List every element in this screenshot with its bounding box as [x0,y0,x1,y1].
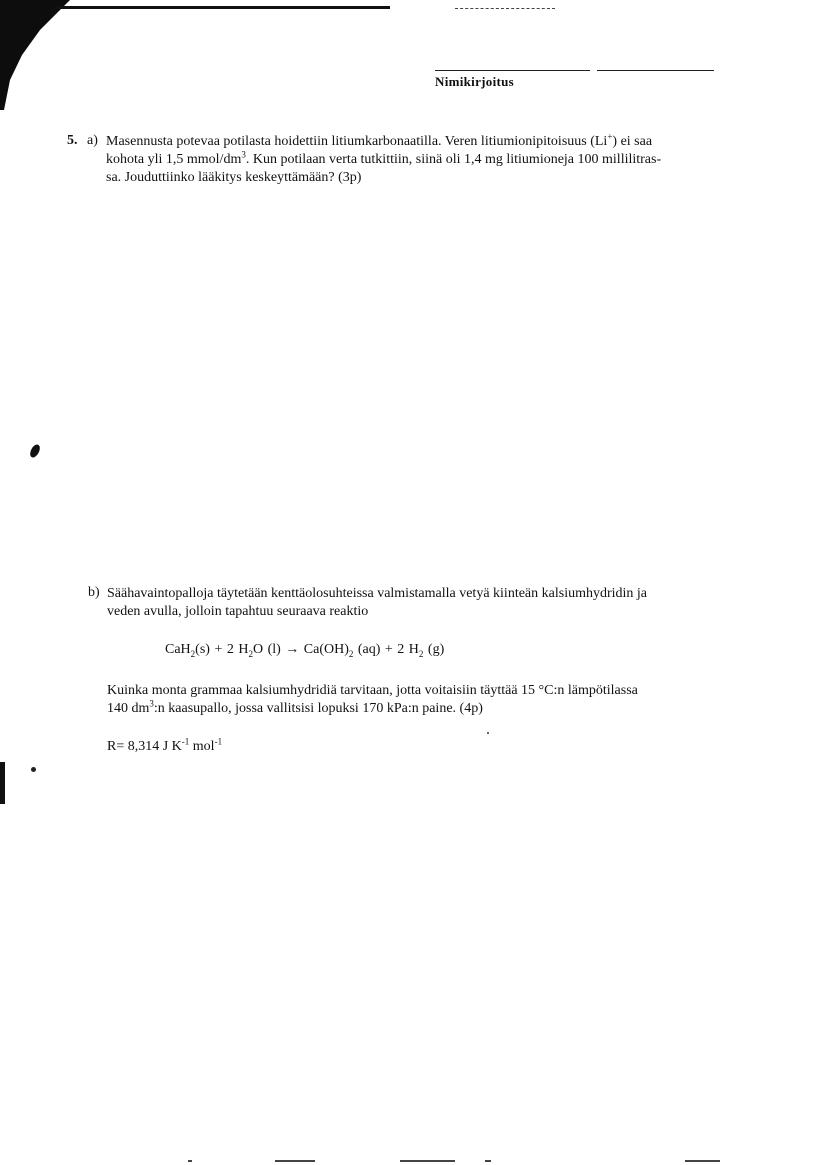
gas-constant: R= 8,314 J $K^{-1}$ mol$^{-1}$ [107,736,223,754]
signature-label: Nimikirjoitus [435,74,515,89]
part-b-intro [107,585,757,621]
part-b-line-1: Säähavaintopalloja täytetään kenttäolosuhteissa valmistamalla vetyä kiinteän kalsiumhydridin ja [107,586,648,601]
part-b-question [107,682,757,718]
question-number: 5. [67,133,78,148]
signature-line [435,70,590,72]
scan-speck [487,732,489,734]
part-b-label: b) [88,585,100,600]
scan-top-dash [455,8,555,10]
part-a-line-3: sa. Jouduttiinko lääkitys keskeyttämään? (3p) [106,170,362,185]
part-a-line-2: kohota yli 1,5 mmol/$dm^3$. Kun potilaan verta tutkittiin, siinä oli 1,4 mg litiumioneja 100 millilitras- [106,149,662,167]
part-a-line-1: Masennusta potevaa potilasta hoidettiin litiumkarbonaatilla. Veren litiumionipitoisuus (Li+) ei saa [106,131,653,149]
part-a-label: a) [87,133,98,148]
scan-bottom-marks [180,1160,740,1163]
reaction-equation: CaH$_2$(s) + 2 $H_2O$ $(l) \to Ca(OH)_2$ (aq) + 2 $H_2$ (g) [165,642,445,659]
scan-ink-blot [28,443,42,459]
part-b-question-line-1: Kuinka monta grammaa kalsiumhydridiä tarvitaan, jotta voitaisiin täyttää 15 °C:n lämpötilassa [107,683,638,698]
signature-line-extension [597,70,714,72]
scan-corner-shadow [0,0,70,110]
scan-top-edge-line [55,6,390,9]
part-b-line-2: veden avulla, jolloin tapahtuu seuraava reaktio [107,604,369,619]
scan-speck-left [31,767,36,772]
scan-edge-mark [0,762,5,804]
part-a-text [106,133,766,187]
part-b-question-line-2: 140 $dm^3:n$ kaasupallo, jossa vallitsisi lopuksi 170 kPa:n paine. (4p) [107,698,483,716]
